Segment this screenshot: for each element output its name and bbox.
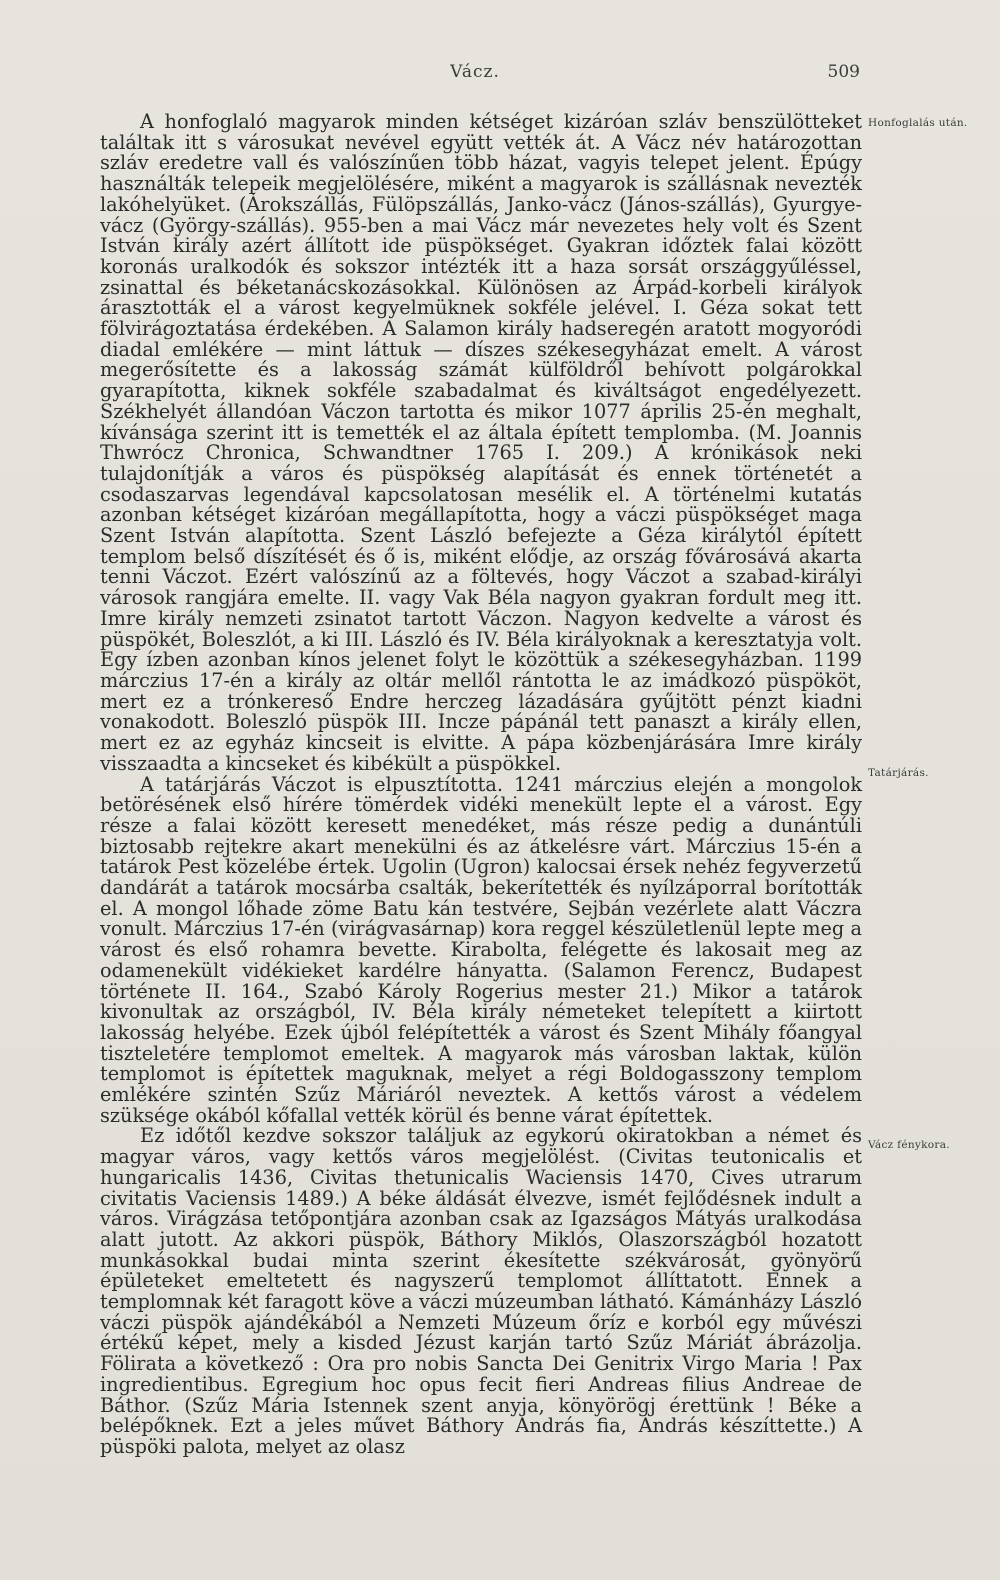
- paragraph-honfoglalas: A honfoglaló magyarok minden kétséget kizáróan szláv benszülötteket találtak itt s városukat nevével együtt vették át. A Vácz név határozottan szláv eredetre vall és valószínűen több házat, vagyis telepet jelent. Épúgy használták telepeik megjelölésére, miként a magyarok is szállásnak nevezték lakóhelyüket. (Árokszállás, Fülöpszállás, Janko-vácz (János-szállás), Gyurgye-vácz (György-szállás). 955-ben a mai Vácz már nevezetes hely volt és Szent István király azért állított ide püspökséget. Gyakran időztek falai között koronás uralkodók és sokszor intézték itt a haza sorsát országgyűléssel, zsinattal és béketanácskozásokkal. Különösen az Árpád-korbeli királyok árasztották el a várost kegyelmüknek sokféle jelével. I. Géza sokat tett fölvirágoztatása érdekében. A Salamon király hadseregén aratott mogyoródi diadal emlékére — mint láttuk — díszes székesegyházat emelt. A várost megerősítette és a lakosság számát külföldről behívott polgárokkal gyarapította, kiknek sokféle szabadalmat és kiváltságot engedélyezett. Székhelyét állandóan Váczon tartotta és mikor 1077 április 25-én meghalt, kívánsága szerint itt is temették el az általa épített templomba. (M. Joannis Thwrócz Chronica, Schwandtner 1765 I. 209.) A krónikások neki tulajdonítják a város és püspökség alapítását és ennek történetét a csodaszarvas legendával kapcsolatosan mesélik el. A történelmi kutatás azonban kétséget kizáróan megállapította, hogy a váczi püspökséget maga Szent István alapította. Szent László befejezte a Géza királytól épített templom belső díszítését és ő is, miként elődje, az ország fővárosává akarta tenni Váczot. Ezért valószínű az a föltevés, hogy Váczot a szabad-királyi városok rangjára emelte. II. vagy Vak Béla nagyon gyakran fordult meg itt. Imre király nemzeti zsinatot tartott Váczon. Nagyon kedvelte a várost és püspökét, Boleszlót, a ki III. László és IV. Béla királyoknak a keresztatyja volt. Egy ízben azonban kínos jelenet folyt le közöttük a székesegyházban. 1199 márczius 17-én a király az oltár mellől rántotta le az imádkozó püspököt, mert ez a trónkereső Endre herczeg lázadására gyűjtött pénzt kiadni vonakodott. Boleszló püspök III. Incze pápánál tett panaszt a király ellen, mert ez az egyház kincseit is elvitte. A pápa közbenjárására Imre király visszaadta a kincseket és kibékült a püspökkel.: [100, 110, 862, 775]
- body-text: [100, 112, 862, 1458]
- page-number: 509: [827, 62, 860, 82]
- margin-note-tatarjaras: Tatárjárás.: [868, 767, 929, 779]
- running-head: Vácz.: [450, 62, 500, 82]
- paragraph-tatarjaras: A tatárjárás Váczot is elpusztította. 1241 márczius elején a mongolok betörésének első hírére tömérdek vidéki menekült lepte el a várost. Egy része a falai között keresett menedéket, más része pedig a dunántúli biztosabb rejtekre akart menekülni és az átkelésre várt. Márczius 15-én a tatárok Pest közelébe értek. Ugolin (Ugron) kalocsai érsek nehéz fegyverzetű dandárát a tatárok mocsárba csalták, bekerítették és nyílzáporral borították el. A mongol lőhade zöme Batu kán testvére, Sejbán vezérlete alatt Váczra vonult. Márczius 17-én (virágvasárnap) kora reggel készületlenül lepte meg a várost és első rohamra bevette. Kirabolta, felégette és lakosait meg az odamenekült vidékieket kardélre hányatta. (Salamon Ferencz, Budapest története II. 164., Szabó Károly Rogerius mester 21.) Mikor a tatárok kivonultak az országból, IV. Béla király németeket telepített a kiirtott lakosság helyébe. Ezek újból felépítették a várost és Szent Mihály főangyal tiszteletére templomot emeltek. A magyarok más városban laktak, külön templomot is építettek maguknak, melyet a régi Boldogasszony templom emlékére szintén Szűz Máriáról neveztek. A kettős várost a védelem szüksége okából kőfallal vették körül és benne várat építettek.: [100, 772, 862, 1127]
- margin-note-honfoglalas: Honfoglalás után.: [868, 117, 968, 129]
- paragraph-fenykor: Ez időtől kezdve sokszor találjuk az egykorú okiratokban a német és magyar város, vagy kettős város megjelölést. (Civitas teutonicalis et hungaricalis 1436, Civitas thetunicalis Waciensis 1470, Cives utrarum civitatis Vaciensis 1489.) A béke áldását élvezve, ismét fejlődésnek indult a város. Virágzása tetőpontjára azonban csak az Igazságos Mátyás uralkodása alatt jutott. Az akkori püspök, Báthory Miklós, Olaszországból hozatott munkásokkal budai minta szerint ékesítette székvárosát, gyönyörű épületeket emeltetett és nagyszerű templomot állíttatott. Ennek a templomnak két faragott köve a váczi múzeumban látható. Kámánházy László váczi püspök ajándékából a Nemzeti Múzeum őríz e korból egy művészi értékű képet, mely a kisded Jézust karján tartó Szűz Máriát ábrázolja. Fölirata a következő : Ora pro nobis Sancta Dei Genitrix Virgo Maria ! Pax ingredientibus. Egregium hoc opus fecit fieri Andreas filius Andreae de Báthor. (Szűz Mária Istennek szent anyja, könyörögj érettünk ! Béke a belépőknek. Ezt a jeles művet Báthory András fia, András készíttette.) A püspöki palota, melyet az olasz: [100, 1124, 862, 1458]
- margin-note-fenykor: Vácz fénykora.: [868, 1139, 950, 1151]
- page-header: [90, 62, 860, 92]
